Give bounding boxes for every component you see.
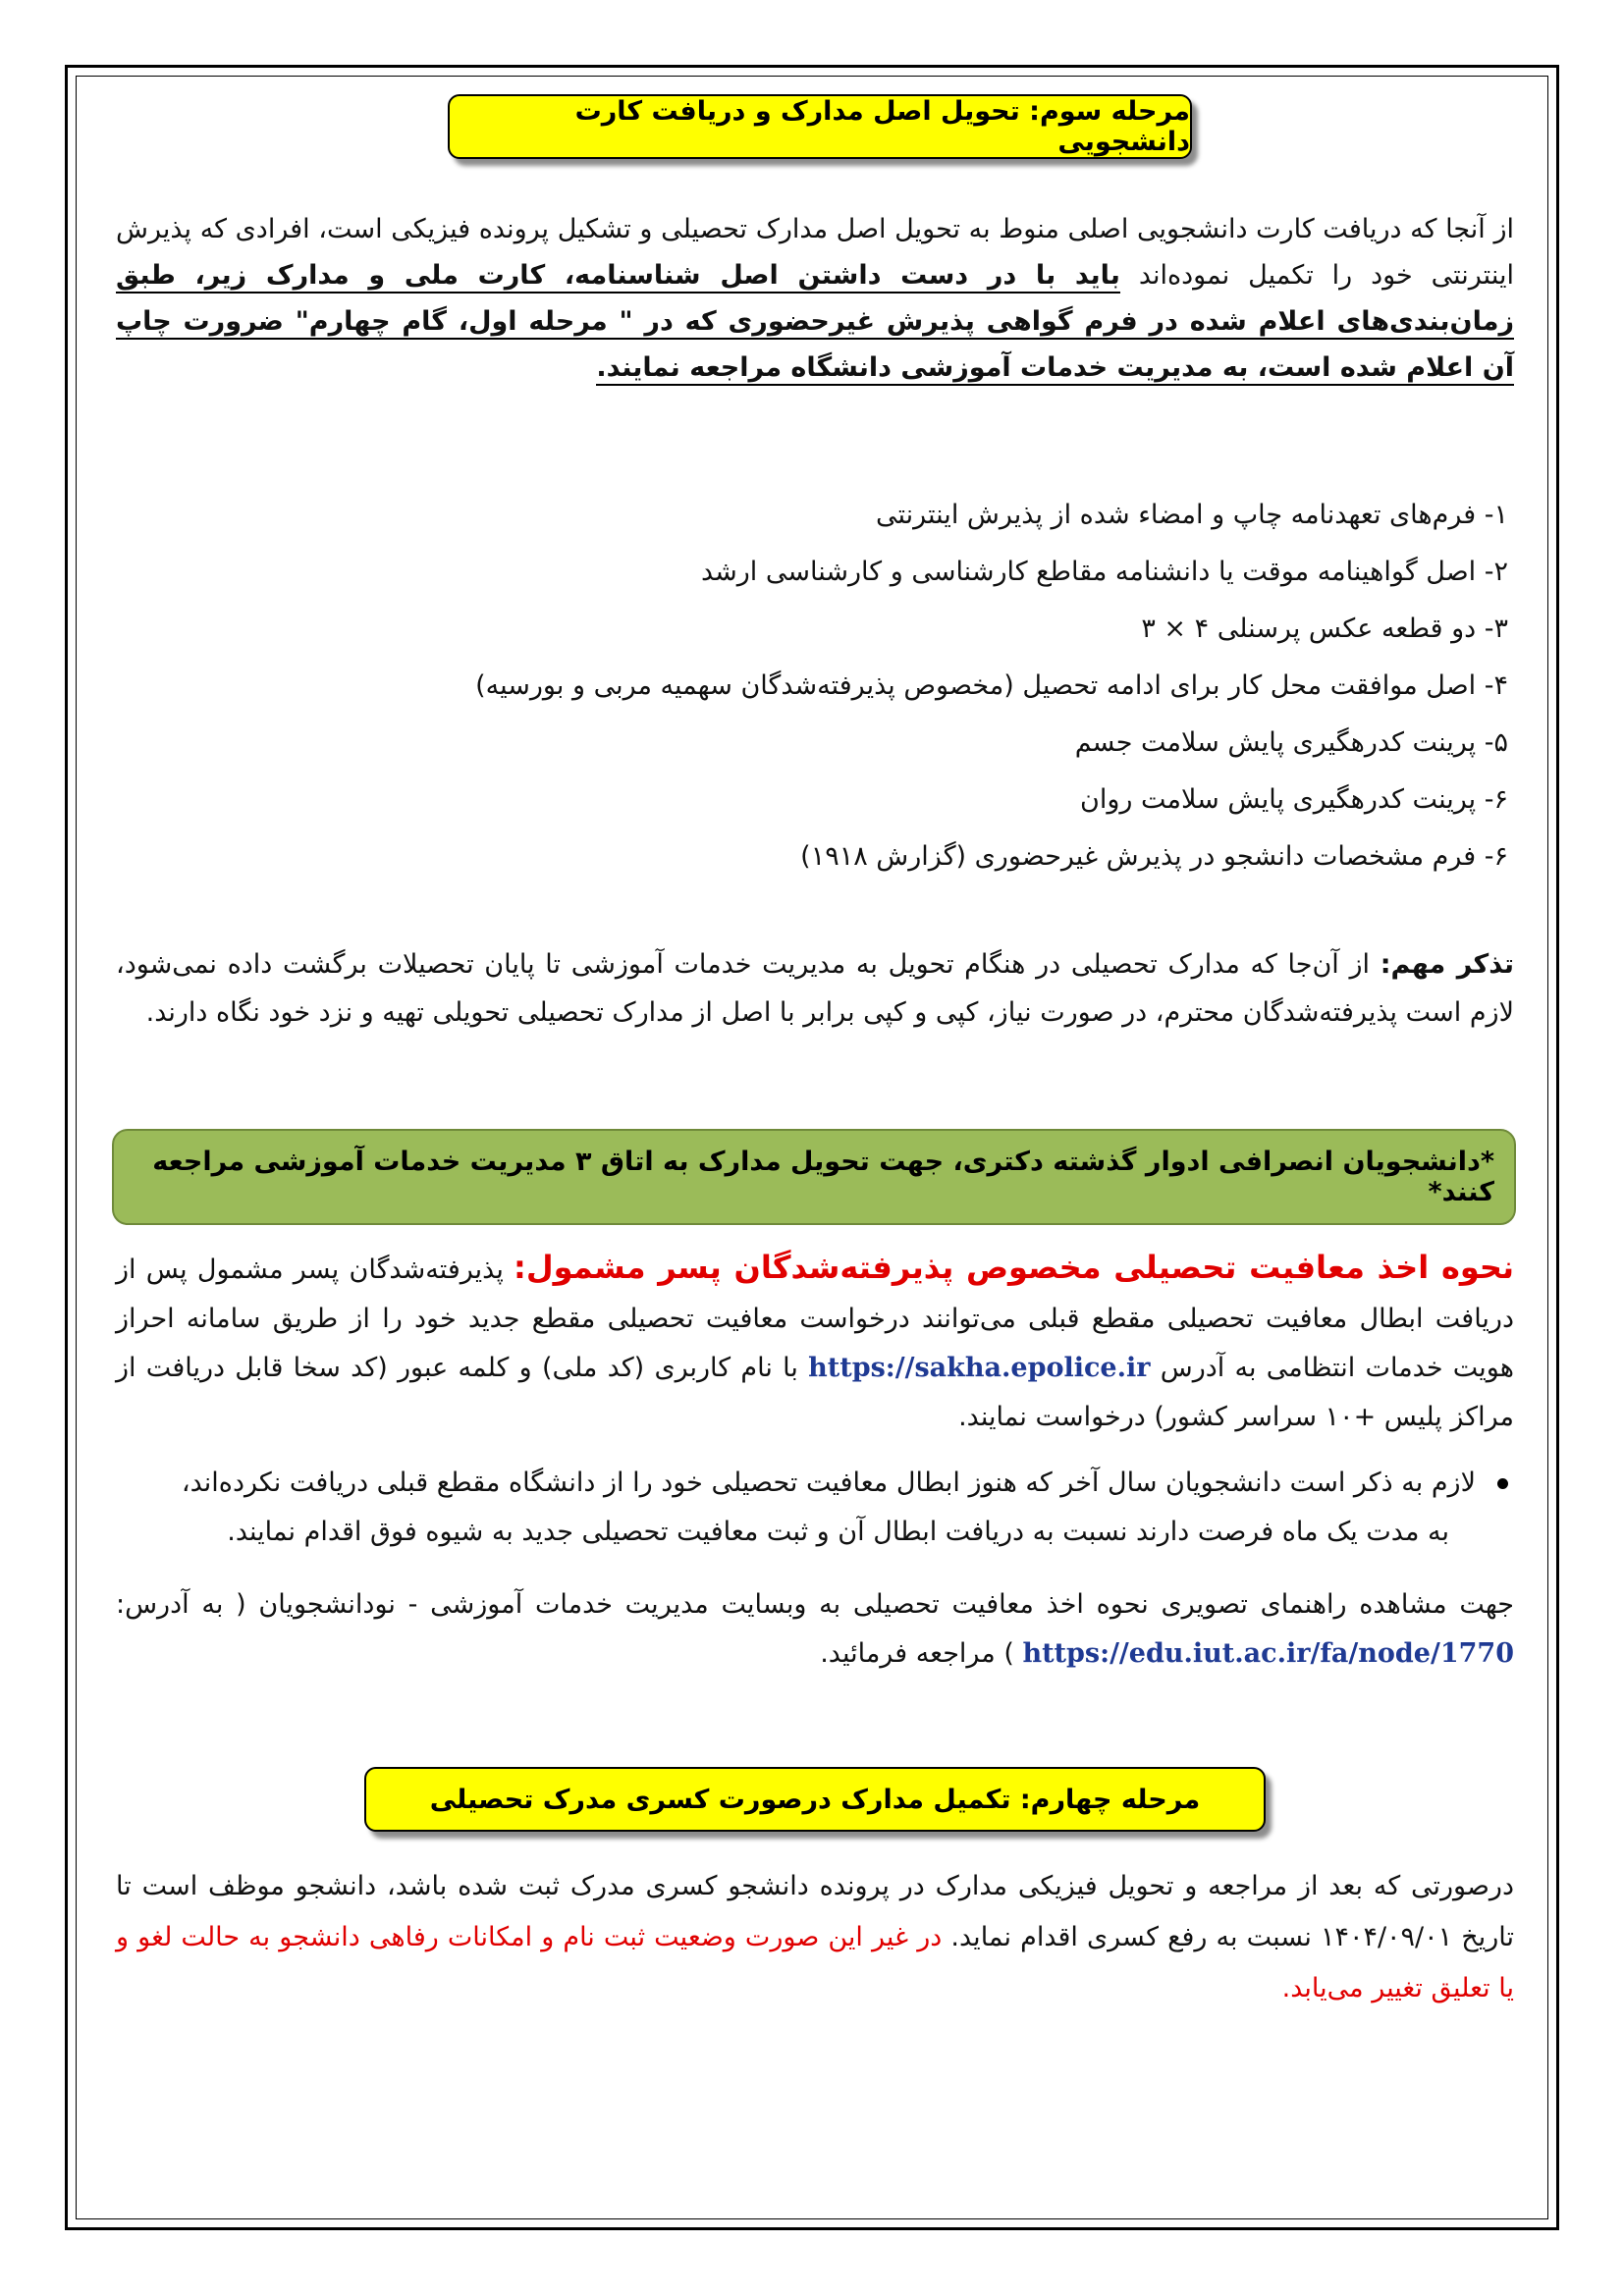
list-item: ۱- فرم‌های تعهدنامه چاپ و امضاء شده از پذیرش اینترنتی	[875, 500, 1508, 530]
list-item: ۳- دو قطعه عکس پرسنلی ۴ × ۳	[1141, 614, 1508, 644]
stage4-heading: مرحله چهارم: تکمیل مدارک درصورت کسری مدرک تحصیلی	[364, 1767, 1266, 1832]
guide-paragraph	[116, 1580, 1514, 1679]
stage3-heading: مرحله سوم: تحویل اصل مدارک و دریافت کارت دانشجویی	[448, 94, 1192, 159]
bullet-line-2: به مدت یک ماه فرصت دارند نسبت به دریافت ابطال آن و ثبت معافیت تحصیلی جدید به شیوه فوق اقدام نمایند.	[227, 1517, 1449, 1547]
bullet-text-1: لازم به ذکر است دانشجویان سال آخر که هنوز ابطال معافیت تحصیلی خود را از دانشگاه مقطع قبلی دریافت نکرده‌اند،	[181, 1468, 1476, 1498]
stage3-intro-plain: از آنجا که دریافت کارت دانشجویی اصلی منوط به تحویل اصل مدارک تحصیلی و تشکیل پرونده فیزیکی است، افرادی که پذیرش اینترنتی خود را تکمیل نموده‌اند	[116, 214, 1514, 291]
list-item: ۶- پرینت کدرهگیری پایش سلامت روان	[1080, 784, 1508, 815]
exemption-bullet	[94, 1459, 1508, 1557]
list-item: ۶- فرم مشخصات دانشجو در پذیرش غیرحضوری (گزارش ۱۹۱۸)	[800, 841, 1508, 872]
note-text: از آن‌جا که مدارک تحصیلی در هنگام تحویل به مدیریت خدمات آموزشی تا پایان تحصیلات برگشت داده نمی‌شود، لازم است پذیرفته‌شدگان محترم، در صورت نیاز، کپی و کپی برابر با اصل از مدارک تحصیلی تحویلی تهیه و نزد خود نگاه دارند.	[116, 949, 1514, 1028]
guide-end: ) مراجعه فرمائید.	[820, 1638, 1023, 1669]
guide-text: جهت مشاهده راهنمای تصویری نحوه اخذ معافیت تحصیلی به وبسایت مدیریت خدمات آموزشی - نودانشجویان ( به آدرس:	[116, 1589, 1514, 1620]
sakha-link[interactable]: https://sakha.epolice.ir	[808, 1353, 1151, 1383]
list-item: ۲- اصل گواهینامه موقت یا دانشنامه مقاطع کارشناسی و کارشناسی ارشد	[700, 557, 1508, 587]
list-item: ۵- پرینت کدرهگیری پایش سلامت جسم	[1074, 727, 1508, 758]
stage3-intro-emphasis: باید با در دست داشتن اصل شناسنامه، کارت ملی و مدارک زیر، طبق زمان‌بندی‌های اعلام شده در فرم گواهی پذیرش غیرحضوری که در " مرحله اول، گام چهارم" ضرورت چاپ آن اعلام شده است، به مدیریت خدمات آموزشی دانشگاه مراجعه نمایند.	[116, 260, 1514, 386]
military-exemption-title: نحوه اخذ معافیت تحصیلی مخصوص پذیرفته‌شدگان پسر مشمول:	[514, 1249, 1514, 1286]
edu-link[interactable]: https://edu.iut.ac.ir/fa/node/1770	[1022, 1638, 1514, 1669]
stage4-text: درصورتی که بعد از مراجعه و تحویل فیزیکی مدارک در پرونده دانشجو کسری مدرک ثبت شده باشد، دانشجو موظف است تا تاریخ ۱۴۰۴/۰۹/۰۱ نسبت به رفع کسری اقدام نماید.	[116, 1871, 1514, 1952]
list-item: ۴- اصل موافقت محل کار برای ادامه تحصیل (مخصوص پذیرفته‌شدگان سهمیه مربی و بورسیه)	[475, 670, 1508, 701]
bullet-icon	[1497, 1478, 1508, 1489]
stage3-intro	[116, 206, 1514, 391]
note-label: تذکر مهم:	[1380, 949, 1514, 980]
military-exemption-text-1: پذیرفته‌شدگان پسر مشمول پس از دریافت ابطال معافیت تحصیلی مقطع قبلی می‌توانند درخواست معافیت تحصیلی مقطع جدید خود را از طریق سامانه احراز هویت خدمات انتظامی به آدرس	[116, 1255, 1514, 1383]
green-notice: *دانشجویان انصرافی ادوار گذشته دکتری، جهت تحویل مدارک به اتاق ۳ مدیریت خدمات آموزشی مراجعه کنند*	[112, 1129, 1516, 1225]
documents-list	[232, 487, 1508, 885]
important-note	[116, 940, 1514, 1037]
military-exemption-section	[116, 1243, 1514, 1442]
stage4-warning: در غیر این صورت وضعیت ثبت نام و امکانات رفاهی دانشجو به حالت لغو و یا تعلیق تغییر می‌یابد.	[116, 1922, 1514, 2003]
stage4-paragraph	[116, 1861, 1514, 2014]
military-exemption-text-2: با نام کاربری (کد ملی) و کلمه عبور (کد سخا قابل دریافت از مراکز پلیس +۱۰ سراسر کشور) درخواست نمایند.	[116, 1353, 1514, 1432]
bullet-line-1	[94, 1459, 1508, 1508]
